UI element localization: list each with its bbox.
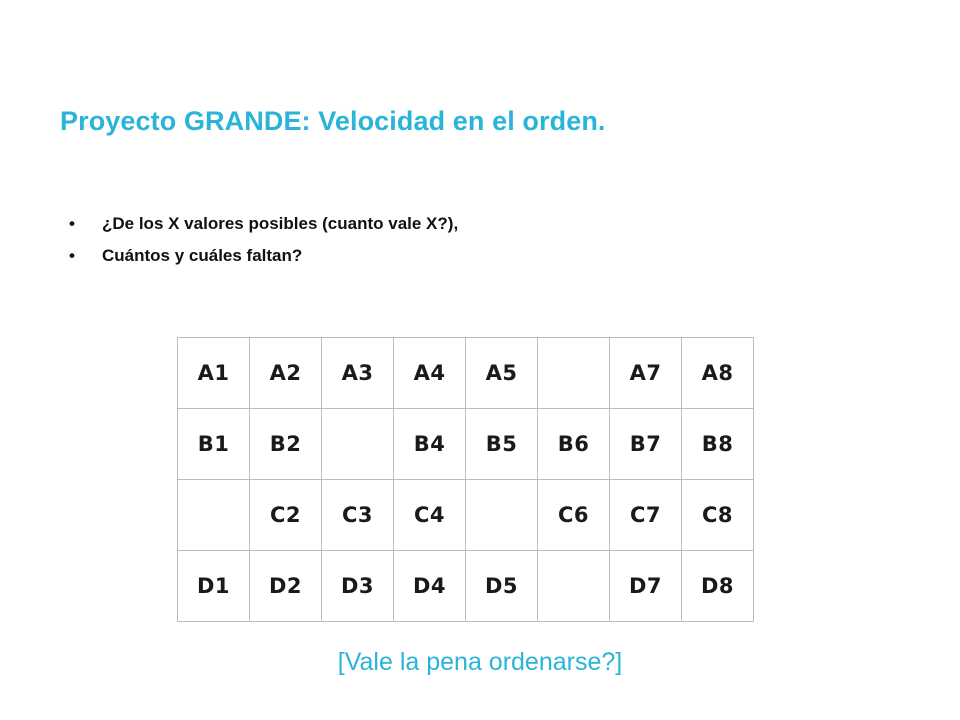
- grid-cell: D1: [178, 551, 250, 622]
- grid-cell: D3: [322, 551, 394, 622]
- grid-cell: D2: [250, 551, 322, 622]
- grid-cell: A2: [250, 338, 322, 409]
- bullet-list: [60, 208, 458, 272]
- cell-grid: [177, 337, 754, 622]
- grid-cell: C6: [538, 480, 610, 551]
- grid-cell: A1: [178, 338, 250, 409]
- grid-cell: C2: [250, 480, 322, 551]
- grid-cell: B6: [538, 409, 610, 480]
- grid-cell: [538, 338, 610, 409]
- grid-cell: C7: [610, 480, 682, 551]
- footer-text: [Vale la pena ordenarse?]: [337, 648, 623, 676]
- footer-question: [0, 648, 960, 677]
- grid-cell: D7: [610, 551, 682, 622]
- grid-cell: [538, 551, 610, 622]
- bullet-dot-icon: •: [69, 246, 75, 265]
- grid-cell: [178, 480, 250, 551]
- grid-row: [178, 551, 754, 622]
- grid-body: [178, 338, 754, 622]
- slide-title: Proyecto GRANDE: Velocidad en el orden.: [60, 106, 606, 136]
- bullet-dot-icon: •: [69, 214, 75, 233]
- grid-cell: C3: [322, 480, 394, 551]
- grid-cell: A4: [394, 338, 466, 409]
- bullet-item: [60, 208, 458, 240]
- grid-row: [178, 480, 754, 551]
- grid-cell: A3: [322, 338, 394, 409]
- grid-cell: C4: [394, 480, 466, 551]
- grid-row: [178, 338, 754, 409]
- grid-cell: B5: [466, 409, 538, 480]
- grid-cell: A8: [682, 338, 754, 409]
- bullet-text: ¿De los X valores posibles (cuanto vale X?),: [102, 214, 459, 233]
- grid-cell: D5: [466, 551, 538, 622]
- grid-cell: C8: [682, 480, 754, 551]
- grid-cell: [322, 409, 394, 480]
- grid-cell: B1: [178, 409, 250, 480]
- bullet-item: [60, 240, 458, 272]
- grid-row: [178, 409, 754, 480]
- grid-cell: [466, 480, 538, 551]
- grid-cell: D8: [682, 551, 754, 622]
- grid-cell: B8: [682, 409, 754, 480]
- grid-cell: B4: [394, 409, 466, 480]
- grid-cell: B7: [610, 409, 682, 480]
- grid-cell: A5: [466, 338, 538, 409]
- grid-cell: B2: [250, 409, 322, 480]
- grid-cell: D4: [394, 551, 466, 622]
- grid-cell: A7: [610, 338, 682, 409]
- bullet-text: Cuántos y cuáles faltan?: [102, 246, 303, 265]
